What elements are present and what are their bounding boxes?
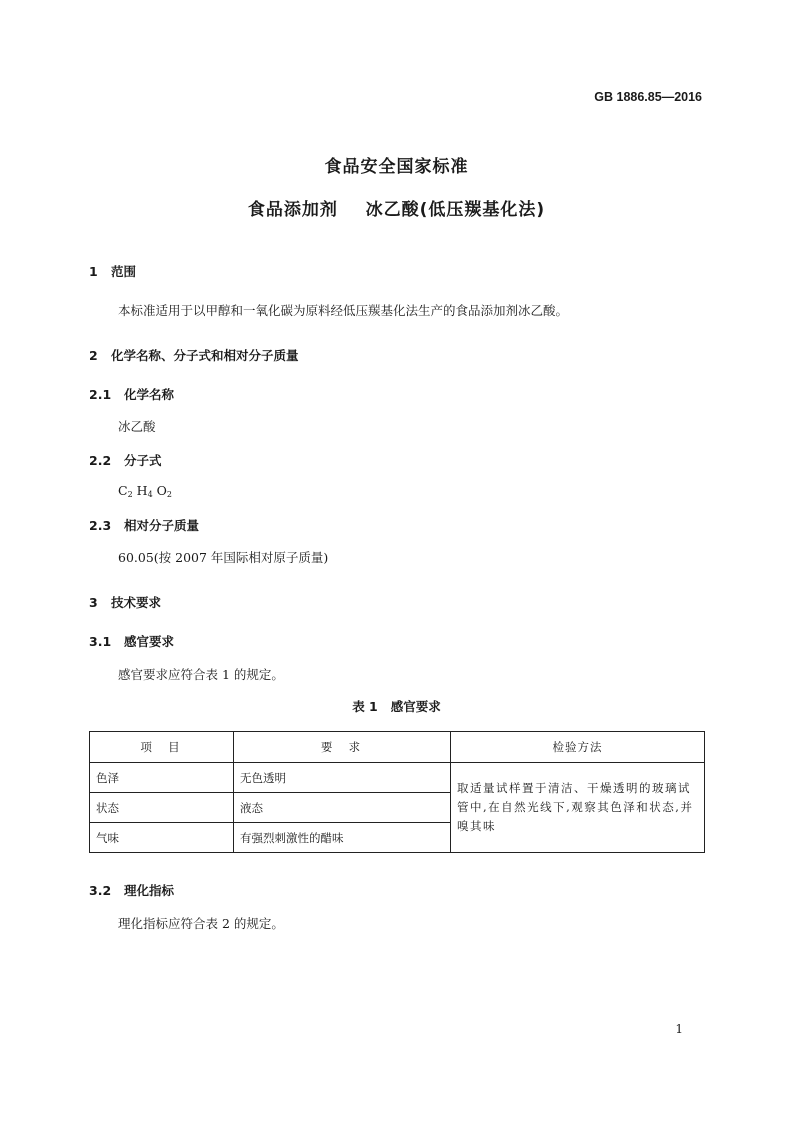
formula-element: H	[136, 483, 148, 498]
standard-number: GB 1886.85—2016	[594, 90, 702, 104]
cell-requirement: 无色透明	[234, 763, 451, 793]
section-2-1-heading	[89, 385, 174, 403]
chemical-name: 冰乙酸	[118, 419, 156, 434]
section-3-2-heading	[89, 881, 174, 899]
section-1-heading	[89, 262, 136, 280]
section-number: 2.3	[89, 518, 112, 533]
cell-item: 色泽	[90, 763, 234, 793]
section-3-1-text: 感官要求应符合表 1 的规定。	[118, 667, 284, 682]
formula-element: O	[156, 483, 167, 498]
section-2-heading	[89, 346, 299, 364]
section-number: 2.1	[89, 387, 112, 402]
cell-requirement: 有强烈刺激性的醋味	[234, 823, 451, 853]
molecular-formula	[118, 483, 172, 499]
cell-method: 取适量试样置于清洁、干燥透明的玻璃试管中,在自然光线下,观察其色泽和状态,并嗅其味	[451, 763, 705, 853]
section-3-heading	[89, 593, 161, 611]
page-number: 1	[675, 1022, 683, 1036]
table-1-caption: 表 1 感官要求	[352, 699, 441, 714]
sensory-requirements-table	[89, 731, 705, 853]
section-title: 范围	[111, 264, 137, 279]
header-item: 项 目	[90, 732, 234, 763]
section-number: 2.2	[89, 453, 112, 468]
cell-requirement: 液态	[234, 793, 451, 823]
formula-subscript: 2	[166, 490, 172, 499]
section-title: 相对分子质量	[124, 518, 200, 533]
formula-element: C	[118, 483, 128, 498]
section-title: 理化指标	[124, 883, 175, 898]
section-title: 技术要求	[111, 595, 162, 610]
section-number: 3.1	[89, 634, 112, 649]
document-subtitle: 食品添加剂 冰乙酸(低压羰基化法)	[247, 200, 546, 220]
section-1-text: 本标准适用于以甲醇和一氧化碳为原料经低压羰基化法生产的食品添加剂冰乙酸。	[118, 303, 569, 318]
section-number: 2	[89, 348, 98, 363]
document-title: 食品安全国家标准	[324, 157, 469, 177]
formula-subscript: 2	[127, 490, 133, 499]
section-3-2-text: 理化指标应符合表 2 的规定。	[118, 916, 284, 931]
molecular-mass: 60.05(按 2007 年国际相对原子质量)	[118, 550, 329, 565]
cell-item: 状态	[90, 793, 234, 823]
section-title: 分子式	[124, 453, 162, 468]
section-2-2-heading	[89, 451, 162, 469]
section-3-1-heading	[89, 632, 174, 650]
section-title: 化学名称、分子式和相对分子质量	[111, 348, 299, 363]
section-title: 化学名称	[124, 387, 175, 402]
section-title: 感官要求	[124, 634, 175, 649]
table-row	[90, 763, 705, 793]
header-method: 检验方法	[451, 732, 705, 763]
cell-item: 气味	[90, 823, 234, 853]
section-number: 1	[89, 264, 98, 279]
section-number: 3.2	[89, 883, 112, 898]
section-2-3-heading	[89, 516, 199, 534]
formula-subscript: 4	[147, 490, 153, 499]
table-header-row	[90, 732, 705, 763]
section-number: 3	[89, 595, 98, 610]
header-requirement: 要 求	[234, 732, 451, 763]
